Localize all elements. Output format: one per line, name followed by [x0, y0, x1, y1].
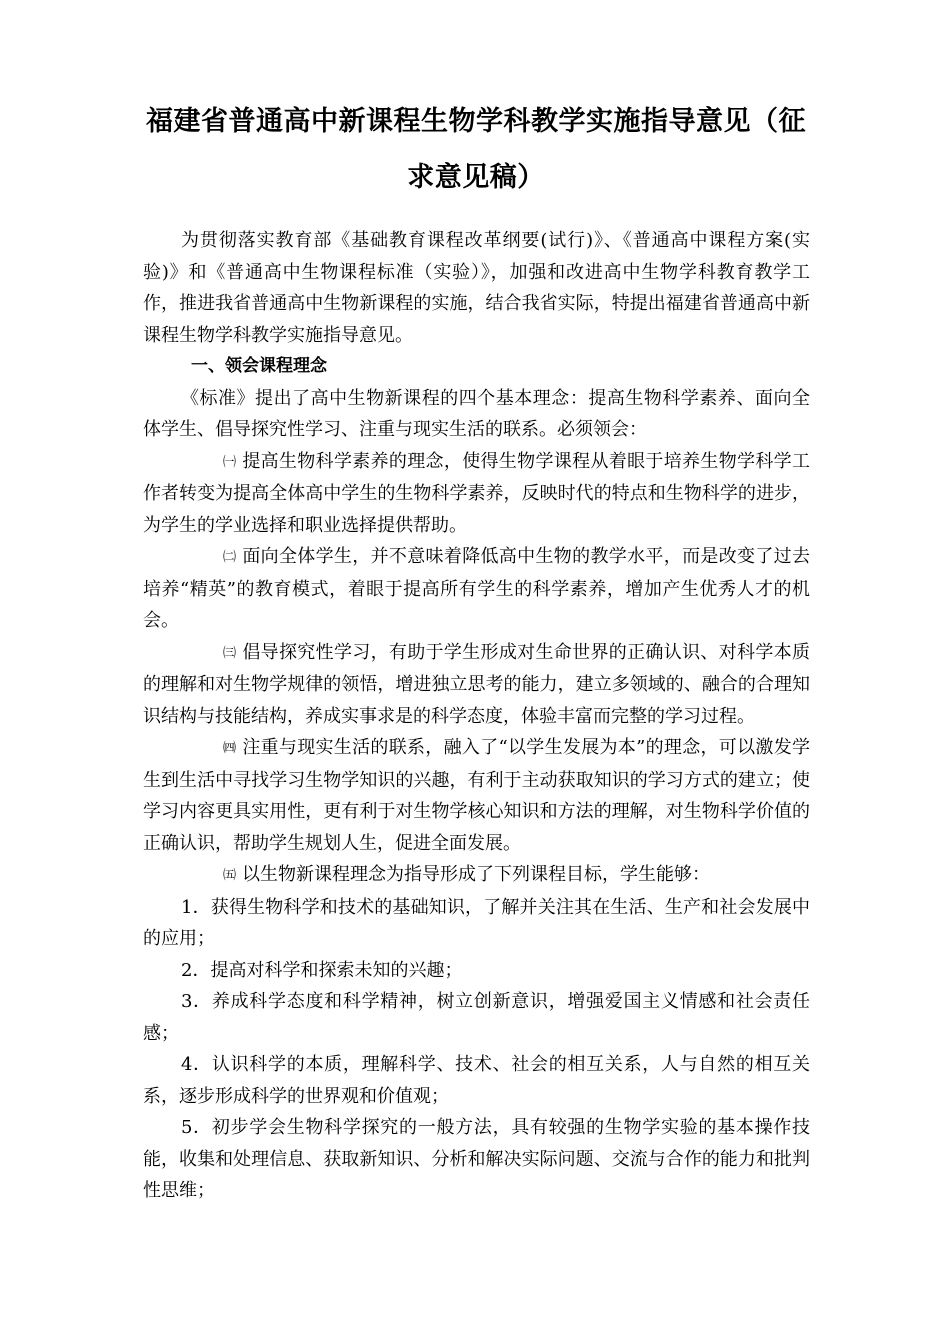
point-number: ㈣: [223, 741, 237, 756]
point-text: 倡导探究性学习，有助于学生形成对生命世界的正确认识、对科学本质的理解和对生物学规律的领悟，增进独立思考的能力，建立多领域的、融合的合理知识结构与技能结构，养成实事求是的科学态度，体验丰富而完整的学习过程。: [143, 641, 810, 727]
goal-item-5: 5．初步学会生物科学探究的一般方法，具有较强的生物学实验的基本操作技能，收集和处理信息、获取新知识、分析和解决实际问题、交流与合作的能力和批判性思维；: [143, 1117, 810, 1201]
goal-item-3: 3．养成科学态度和科学精神，树立创新意识，增强爱国主义情感和社会责任感；: [143, 991, 810, 1044]
point-number: ㈤: [223, 868, 237, 883]
point-text: 以生物新课程理念为指导形成了下列课程目标，学生能够：: [242, 864, 711, 885]
goal-item-1: 1．获得生物科学和技术的基础知识，了解并关注其在生活、生产和社会发展中的应用；: [143, 896, 810, 949]
document-title-line-1: 福建省普通高中新课程生物学科教学实施指导意见（征: [146, 106, 806, 137]
point-number: ㈡: [223, 550, 237, 565]
point-paragraph-5: [143, 859, 810, 892]
point-paragraph-2: [143, 541, 810, 637]
point-text: 面向全体学生，并不意味着降低高中生物的教学水平，而是改变了过去培养“精英”的教育模式，着眼于提高所有学生的科学素养，增加产生优秀人才的机会。: [143, 546, 810, 631]
section-heading: 一、领会课程理念: [191, 356, 327, 376]
intro-paragraph: 为贯彻落实教育部《基础教育课程改革纲要(试行)》、《普通高中课程方案(实验)》和《普通高中生物课程标准（实验）》，加强和改进高中生物学科教育教学工作，推进我省普通高中生物新课程的实施，结合我省实际，特提出福建省普通高中新课程生物学科教学实施指导意见。: [143, 230, 810, 346]
point-text: 注重与现实生活的联系，融入了“以学生发展为本”的理念，可以激发学生到生活中寻找学习生物学知识的兴趣，有利于主动获取知识的学习方式的建立；使学习内容更具实用性，更有利于对生物学核心知识和方法的理解，对生物科学价值的正确认识，帮助学生规划人生，促进全面发展。: [143, 737, 810, 854]
goal-item-4: 4．认识科学的本质，理解科学、技术、社会的相互关系，人与自然的相互关系，逐步形成科学的世界观和价值观；: [143, 1054, 810, 1107]
point-number: ㈢: [223, 645, 237, 661]
point-text: 提高生物科学素养的理念，使得生物学课程从着眼于培养生物学科学工作者转变为提高全体高中学生的生物科学素养，反映时代的特点和生物科学的进步，为学生的学业选择和职业选择提供帮助。: [143, 450, 810, 536]
point-paragraph-1: [143, 446, 810, 542]
document-body: [143, 225, 810, 1207]
section-lead-paragraph: 《标准》提出了高中生物新课程的四个基本理念：提高生物科学素养、面向全体学生、倡导探究性学习、注重与现实生活的联系。必须领会：: [143, 387, 810, 440]
point-paragraph-3: [143, 637, 810, 733]
goal-item-2: 2．提高对科学和探索未知的兴趣；: [181, 959, 463, 981]
point-number: ㈠: [223, 454, 237, 470]
point-paragraph-4: [143, 732, 810, 859]
document-title-line-2: 求意见稿）: [407, 162, 545, 193]
